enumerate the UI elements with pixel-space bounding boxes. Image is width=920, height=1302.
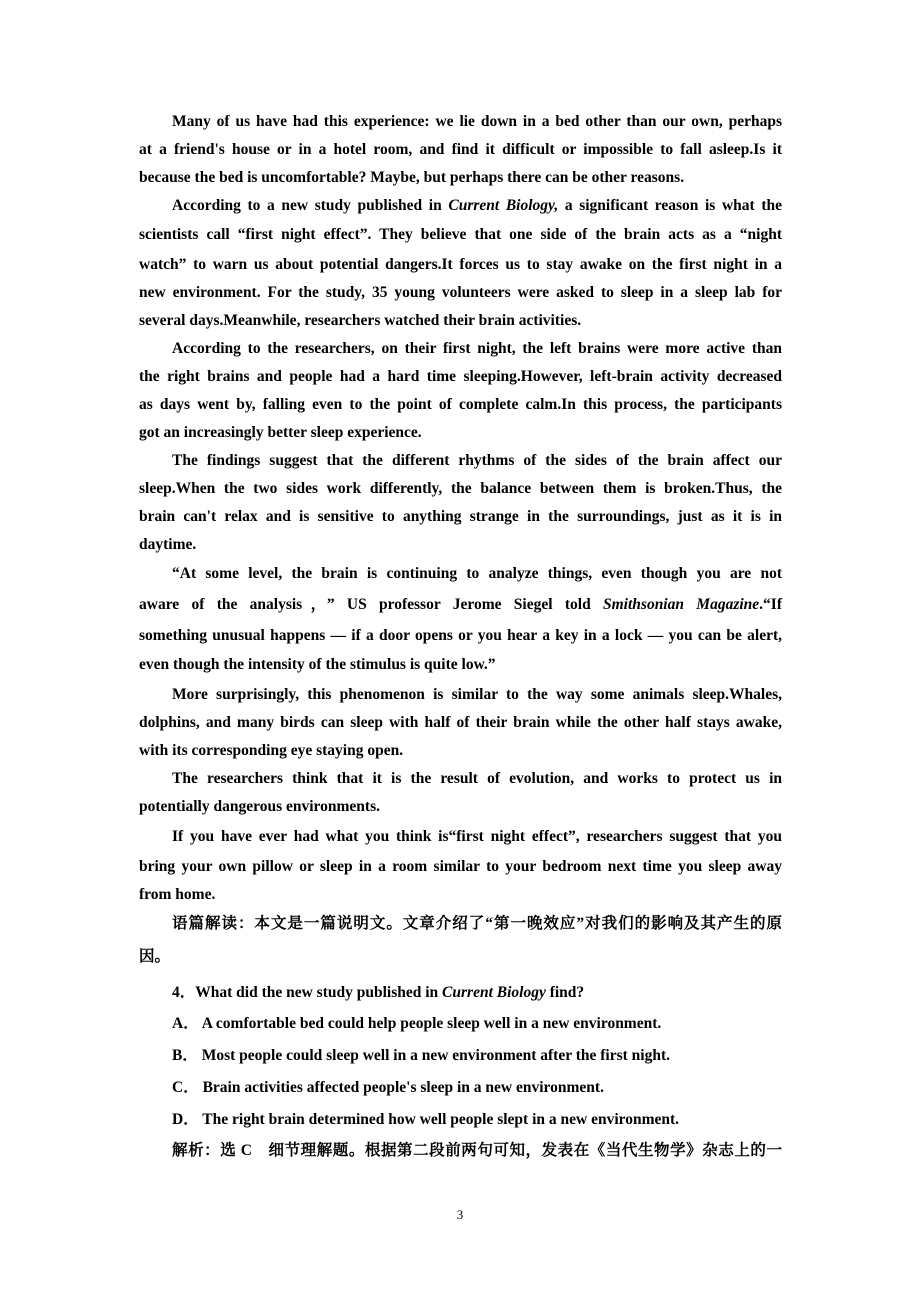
text-segment: a significant reason is what the	[558, 197, 782, 214]
text-segment: .“If	[759, 596, 782, 613]
text-segment: A． A comfortable bed could help people sleep well in a new environment.	[172, 1015, 662, 1032]
text-line	[172, 338, 782, 360]
text-line	[139, 282, 782, 304]
page-number: 3	[456, 1207, 464, 1222]
text-segment: 语篇解读：本文是一篇说明文。文章介绍了“第一晚效应”对我们的影响及其产生的原	[172, 915, 782, 932]
text-line	[172, 1077, 782, 1099]
text-segment: something unusual happens — if a door opens or you hear a key in a lock — you can be alert,	[139, 627, 782, 644]
text-segment: daytime.	[139, 536, 197, 553]
text-segment: watch” to warn us about potential dangers.It forces us to stay awake on the first night in a	[139, 256, 782, 273]
text-segment: as days went by, falling even to the point of complete calm.In this process, the participants	[139, 396, 782, 413]
text-line	[139, 254, 782, 276]
text-line	[139, 139, 782, 161]
text-segment: If you have ever had what you think is“first night effect”, researchers suggest that you	[172, 828, 782, 845]
text-line	[172, 913, 782, 935]
text-line	[139, 712, 782, 734]
text-segment: scientists call “first night effect”. They believe that one side of the brain acts as a “night	[139, 226, 782, 243]
text-line	[139, 167, 782, 189]
text-segment: brain can't relax and is sensitive to anything strange in the surroundings, just as it is in	[139, 508, 782, 525]
text-line	[139, 594, 782, 616]
text-segment: at a friend's house or in a hotel room, and find it difficult or impossible to fall asleep.Is it	[139, 141, 782, 158]
text-segment: got an increasingly better sleep experience.	[139, 424, 422, 441]
text-segment: sleep.When the two sides work differently, the balance between them is broken.Thus, the	[139, 480, 782, 497]
text-segment: with its corresponding eye staying open.	[139, 742, 404, 759]
italic-title: Smithsonian Magazine	[603, 596, 760, 613]
text-line	[172, 1140, 782, 1162]
text-segment: bring your own pillow or sleep in a room similar to your bedroom next time you sleep away	[139, 858, 782, 875]
text-line	[172, 1013, 782, 1035]
text-segment: C． Brain activities affected people's sleep in a new environment.	[172, 1079, 604, 1096]
text-line	[139, 394, 782, 416]
text-segment: dolphins, and many birds can sleep with half of their brain while the other half stays awake,	[139, 714, 782, 731]
text-line	[172, 826, 782, 848]
text-segment: new environment. For the study, 35 young volunteers were asked to sleep in a sleep lab for	[139, 284, 782, 301]
text-segment: potentially dangerous environments.	[139, 798, 380, 815]
text-line	[139, 796, 782, 818]
text-segment: The researchers think that it is the result of evolution, and works to protect us in	[172, 770, 782, 787]
text-line	[172, 1109, 782, 1131]
text-segment: D． The right brain determined how well people slept in a new environment.	[172, 1111, 680, 1128]
text-line	[139, 224, 782, 246]
text-segment: B． Most people could sleep well in a new environment after the first night.	[172, 1047, 670, 1064]
text-line	[139, 478, 782, 500]
text-line	[139, 625, 782, 647]
text-line	[139, 740, 782, 762]
text-segment: from home.	[139, 886, 216, 903]
text-segment: 因。	[139, 948, 171, 965]
text-line	[172, 768, 782, 790]
text-line	[139, 884, 782, 906]
text-segment: because the bed is uncomfortable? Maybe, but perhaps there can be other reasons.	[139, 169, 685, 186]
text-line	[139, 506, 782, 528]
text-segment: The findings suggest that the different rhythms of the sides of the brain affect our	[172, 452, 782, 469]
text-line	[139, 366, 782, 388]
text-segment: More surprisingly, this phenomenon is similar to the way some animals sleep.Whales,	[172, 686, 782, 703]
text-line	[139, 654, 782, 676]
text-segment: 解析：选 C 细节理解题。根据第二段前两句可知，发表在《当代生物学》杂志上的一	[172, 1142, 782, 1159]
text-line	[172, 195, 782, 217]
text-line	[172, 1045, 782, 1067]
text-segment: find?	[545, 984, 585, 1001]
text-line	[172, 684, 782, 706]
text-line	[172, 111, 782, 133]
text-line	[172, 450, 782, 472]
text-line	[172, 563, 782, 585]
text-segment: the right brains and people had a hard time sleeping.However, left-brain activity decreased	[139, 368, 782, 385]
text-segment: According to a new study published in	[172, 197, 449, 214]
text-line	[139, 534, 782, 556]
text-segment: 4．What did the new study published in	[172, 984, 443, 1001]
text-segment: Many of us have had this experience: we lie down in a bed other than our own, perhaps	[172, 113, 782, 130]
text-line	[139, 422, 782, 444]
text-line	[172, 982, 782, 1004]
text-segment: “At some level, the brain is continuing to analyze things, even though you are not	[172, 565, 782, 582]
text-line	[139, 946, 782, 968]
text-line	[139, 856, 782, 878]
italic-title: Current Biology	[442, 984, 546, 1001]
text-segment: According to the researchers, on their first night, the left brains were more active than	[172, 340, 782, 357]
text-segment: aware of the analysis，” US professor Jerome Siegel told	[139, 596, 603, 613]
text-segment: several days.Meanwhile, researchers watched their brain activities.	[139, 312, 582, 329]
italic-title: Current Biology,	[448, 197, 559, 214]
text-line	[139, 310, 782, 332]
text-segment: even though the intensity of the stimulus is quite low.”	[139, 656, 496, 673]
